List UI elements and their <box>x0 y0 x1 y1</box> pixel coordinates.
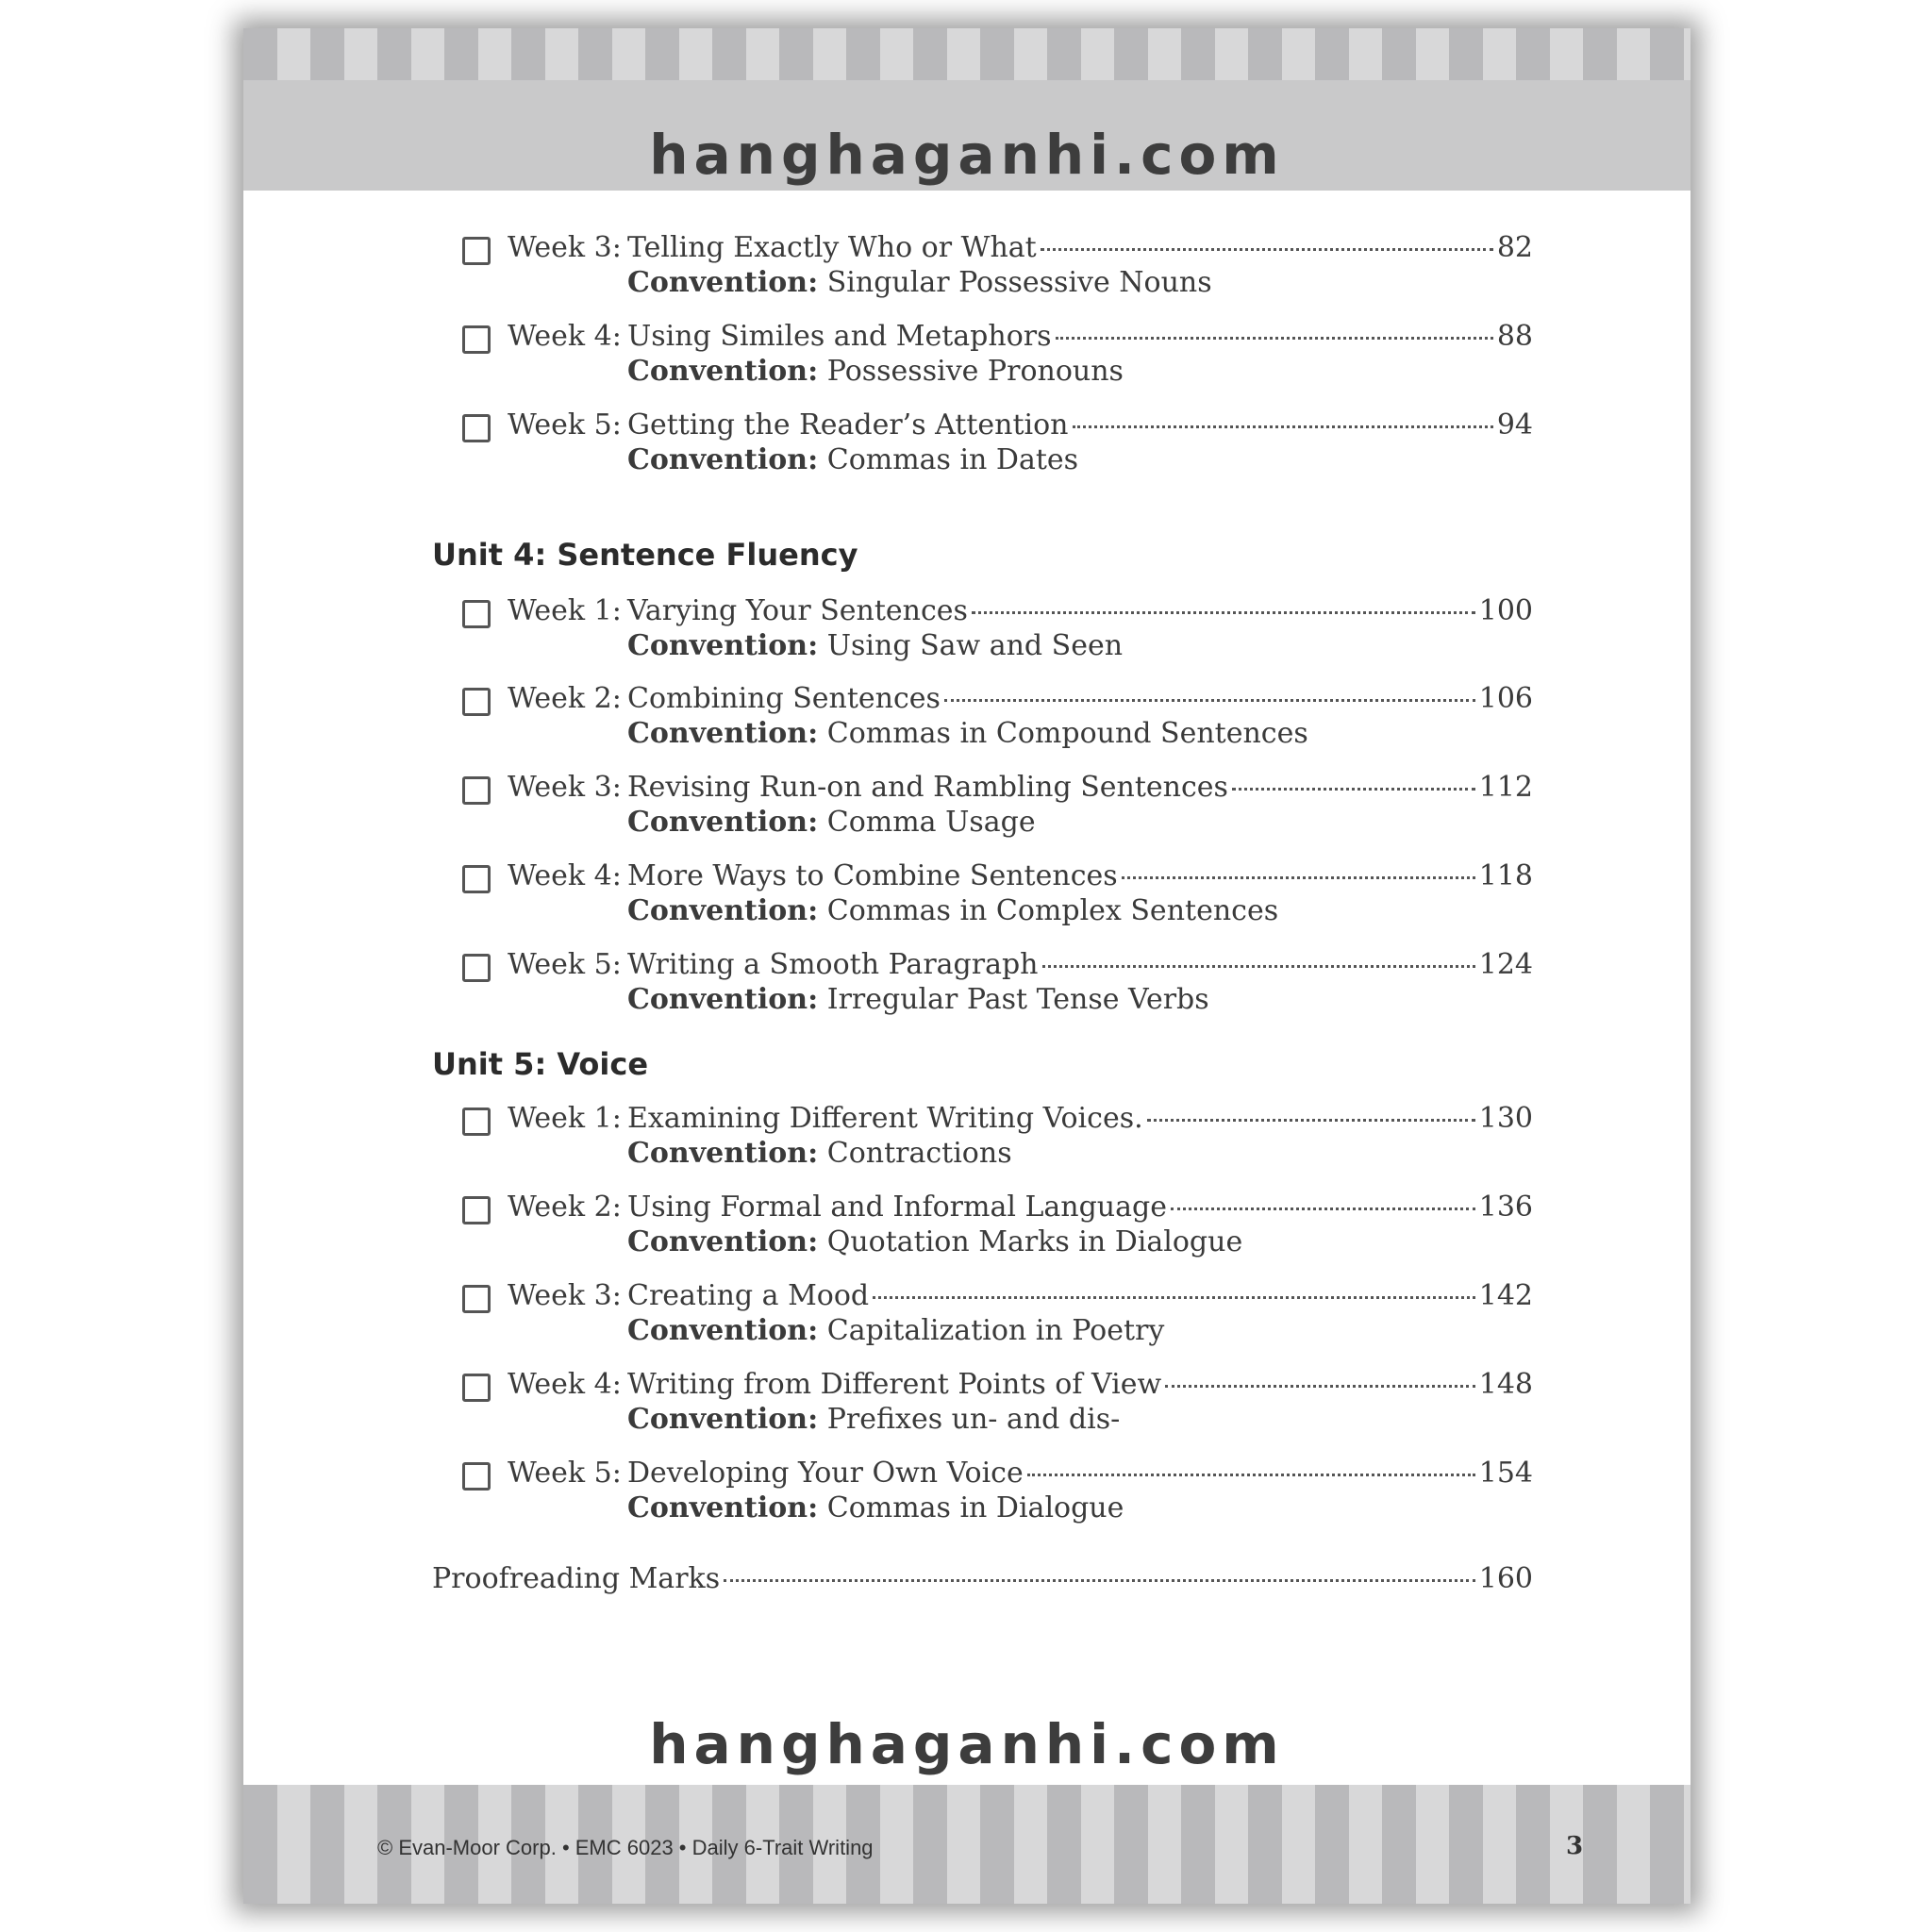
proofreading-entry <box>432 1562 1533 1600</box>
entry-title-line <box>627 1368 1533 1406</box>
convention-text: Commas in Complex Sentences <box>826 894 1279 927</box>
week-label: Week 3: <box>508 771 622 804</box>
page-number: 148 <box>1478 1368 1533 1401</box>
checkbox-icon[interactable] <box>462 1374 491 1402</box>
convention-label: Convention: <box>627 806 819 839</box>
checkbox-icon[interactable] <box>462 414 491 442</box>
dot-leader <box>1073 425 1493 428</box>
dot-leader <box>1165 1384 1475 1388</box>
entry-title: Using Similes and Metaphors <box>627 320 1052 353</box>
checkbox-icon[interactable] <box>462 237 491 265</box>
convention-line <box>627 1314 1164 1347</box>
toc-entry <box>243 859 1690 935</box>
footer-copyright: © Evan-Moor Corp. • EMC 6023 • Daily 6-Trait Writing <box>377 1836 874 1859</box>
entry-title-line <box>627 1191 1533 1228</box>
page-number: 88 <box>1496 320 1533 353</box>
toc-entry <box>243 1279 1690 1355</box>
week-label: Week 2: <box>508 1191 622 1224</box>
toc-entry <box>243 231 1690 307</box>
convention-label: Convention: <box>627 894 819 927</box>
week-label: Week 2: <box>508 682 622 715</box>
convention-line <box>627 717 1308 750</box>
entry-title-line <box>627 1102 1533 1140</box>
convention-line <box>627 629 1123 662</box>
entry-title: Writing from Different Points of View <box>627 1368 1162 1401</box>
watermark-top: hanghaganhi.com <box>649 123 1285 187</box>
entry-title: Writing a Smooth Paragraph <box>627 948 1039 981</box>
convention-label: Convention: <box>627 1403 819 1436</box>
convention-text: Prefixes un- and dis- <box>826 1403 1121 1436</box>
week-label: Week 5: <box>508 1457 622 1490</box>
dot-leader <box>873 1295 1475 1299</box>
convention-text: Commas in Dialogue <box>826 1491 1124 1524</box>
convention-text: Contractions <box>826 1137 1012 1170</box>
convention-label: Convention: <box>627 443 819 476</box>
toc-entry <box>243 1102 1690 1177</box>
proofreading-title: Proofreading Marks <box>432 1562 721 1595</box>
checkbox-icon[interactable] <box>462 1196 491 1224</box>
toc-entry <box>243 948 1690 1024</box>
entry-title-line <box>627 408 1533 446</box>
convention-line <box>627 806 1036 839</box>
convention-text: Irregular Past Tense Verbs <box>826 983 1209 1016</box>
convention-line <box>627 983 1209 1016</box>
page-number: 142 <box>1478 1279 1533 1312</box>
entry-title-line <box>627 1457 1533 1494</box>
checkbox-icon[interactable] <box>462 1108 491 1136</box>
entry-title-line <box>627 320 1533 358</box>
page-number: 112 <box>1478 771 1533 804</box>
page-number: 82 <box>1496 231 1533 264</box>
dot-leader <box>1232 787 1475 791</box>
convention-label: Convention: <box>627 629 819 662</box>
convention-label: Convention: <box>627 1491 819 1524</box>
page-number: 94 <box>1496 408 1533 441</box>
convention-text: Using Saw and Seen <box>826 629 1124 662</box>
dot-leader <box>1056 336 1493 340</box>
checkbox-icon[interactable] <box>462 954 491 982</box>
toc-entry <box>243 320 1690 395</box>
entry-title: Telling Exactly Who or What <box>627 231 1037 264</box>
dot-leader <box>1122 875 1475 879</box>
week-label: Week 5: <box>508 408 622 441</box>
week-label: Week 1: <box>508 1102 622 1135</box>
entry-title: More Ways to Combine Sentences <box>627 859 1118 892</box>
convention-text: Commas in Dates <box>826 443 1079 476</box>
page-number: 136 <box>1478 1191 1533 1224</box>
entry-title-line <box>627 859 1533 897</box>
convention-text: Possessive Pronouns <box>826 355 1124 388</box>
page-number: 124 <box>1478 948 1533 981</box>
entry-title: Varying Your Sentences <box>627 594 968 627</box>
toc-entry <box>243 771 1690 846</box>
week-label: Week 3: <box>508 231 622 264</box>
toc-entry <box>243 682 1690 758</box>
convention-line <box>627 1137 1012 1170</box>
toc-entry <box>243 1191 1690 1266</box>
page-number: 154 <box>1478 1457 1533 1490</box>
entry-title-line <box>627 231 1533 269</box>
footer-page-number: 3 <box>1566 1832 1584 1860</box>
toc-entry <box>243 1368 1690 1443</box>
unit-heading: Unit 4: Sentence Fluency <box>432 537 858 573</box>
entry-title: Getting the Reader’s Attention <box>627 408 1069 441</box>
dot-leader <box>1041 247 1493 251</box>
convention-text: Singular Possessive Nouns <box>826 266 1212 299</box>
dot-leader <box>1042 964 1475 968</box>
checkbox-icon[interactable] <box>462 325 491 354</box>
checkbox-icon[interactable] <box>462 688 491 716</box>
checkbox-icon[interactable] <box>462 1285 491 1313</box>
convention-line <box>627 443 1078 476</box>
unit-heading: Unit 5: Voice <box>432 1046 649 1082</box>
watermark-bottom: hanghaganhi.com <box>649 1712 1285 1776</box>
convention-line <box>627 1403 1120 1436</box>
entry-title: Examining Different Writing Voices. <box>627 1102 1143 1135</box>
dot-leader <box>972 610 1475 614</box>
convention-label: Convention: <box>627 717 819 750</box>
page-number: 106 <box>1478 682 1533 715</box>
entry-title-line <box>627 594 1533 632</box>
dot-leader <box>1027 1473 1475 1476</box>
convention-line <box>627 355 1124 388</box>
convention-label: Convention: <box>627 266 819 299</box>
table-of-contents <box>243 28 1690 1904</box>
page-number: 130 <box>1478 1102 1533 1135</box>
week-label: Week 5: <box>508 948 622 981</box>
toc-entry <box>243 1457 1690 1532</box>
convention-line <box>627 266 1212 299</box>
week-label: Week 1: <box>508 594 622 627</box>
convention-text: Comma Usage <box>826 806 1036 839</box>
convention-label: Convention: <box>627 983 819 1016</box>
week-label: Week 4: <box>508 320 622 353</box>
entry-title-line <box>627 948 1533 986</box>
checkbox-icon[interactable] <box>462 1462 491 1491</box>
page-number: 100 <box>1478 594 1533 627</box>
dot-leader <box>944 698 1475 702</box>
entry-title-line <box>627 771 1533 808</box>
convention-label: Convention: <box>627 355 819 388</box>
convention-text: Capitalization in Poetry <box>826 1314 1165 1347</box>
entry-title: Combining Sentences <box>627 682 941 715</box>
entry-title-line <box>627 1279 1533 1317</box>
checkbox-icon[interactable] <box>462 865 491 893</box>
convention-label: Convention: <box>627 1314 819 1347</box>
convention-line <box>627 894 1278 927</box>
week-label: Week 4: <box>508 859 622 892</box>
convention-line <box>627 1491 1124 1524</box>
week-label: Week 4: <box>508 1368 622 1401</box>
page-number: 160 <box>1478 1562 1533 1595</box>
dot-leader <box>1171 1207 1475 1210</box>
dot-leader <box>1147 1118 1475 1122</box>
convention-label: Convention: <box>627 1225 819 1258</box>
checkbox-icon[interactable] <box>462 600 491 628</box>
convention-text: Commas in Compound Sentences <box>826 717 1308 750</box>
entry-title-line <box>627 682 1533 720</box>
dot-leader <box>724 1578 1475 1582</box>
convention-label: Convention: <box>627 1137 819 1170</box>
entry-title: Creating a Mood <box>627 1279 870 1312</box>
checkbox-icon[interactable] <box>462 776 491 805</box>
convention-line <box>627 1225 1242 1258</box>
week-label: Week 3: <box>508 1279 622 1312</box>
workbook-page <box>243 28 1690 1904</box>
page-number: 118 <box>1478 859 1533 892</box>
convention-text: Quotation Marks in Dialogue <box>826 1225 1243 1258</box>
entry-title: Developing Your Own Voice <box>627 1457 1024 1490</box>
toc-entry <box>243 594 1690 670</box>
entry-title: Using Formal and Informal Language <box>627 1191 1167 1224</box>
entry-title: Revising Run-on and Rambling Sentences <box>627 771 1228 804</box>
toc-entry <box>243 408 1690 484</box>
